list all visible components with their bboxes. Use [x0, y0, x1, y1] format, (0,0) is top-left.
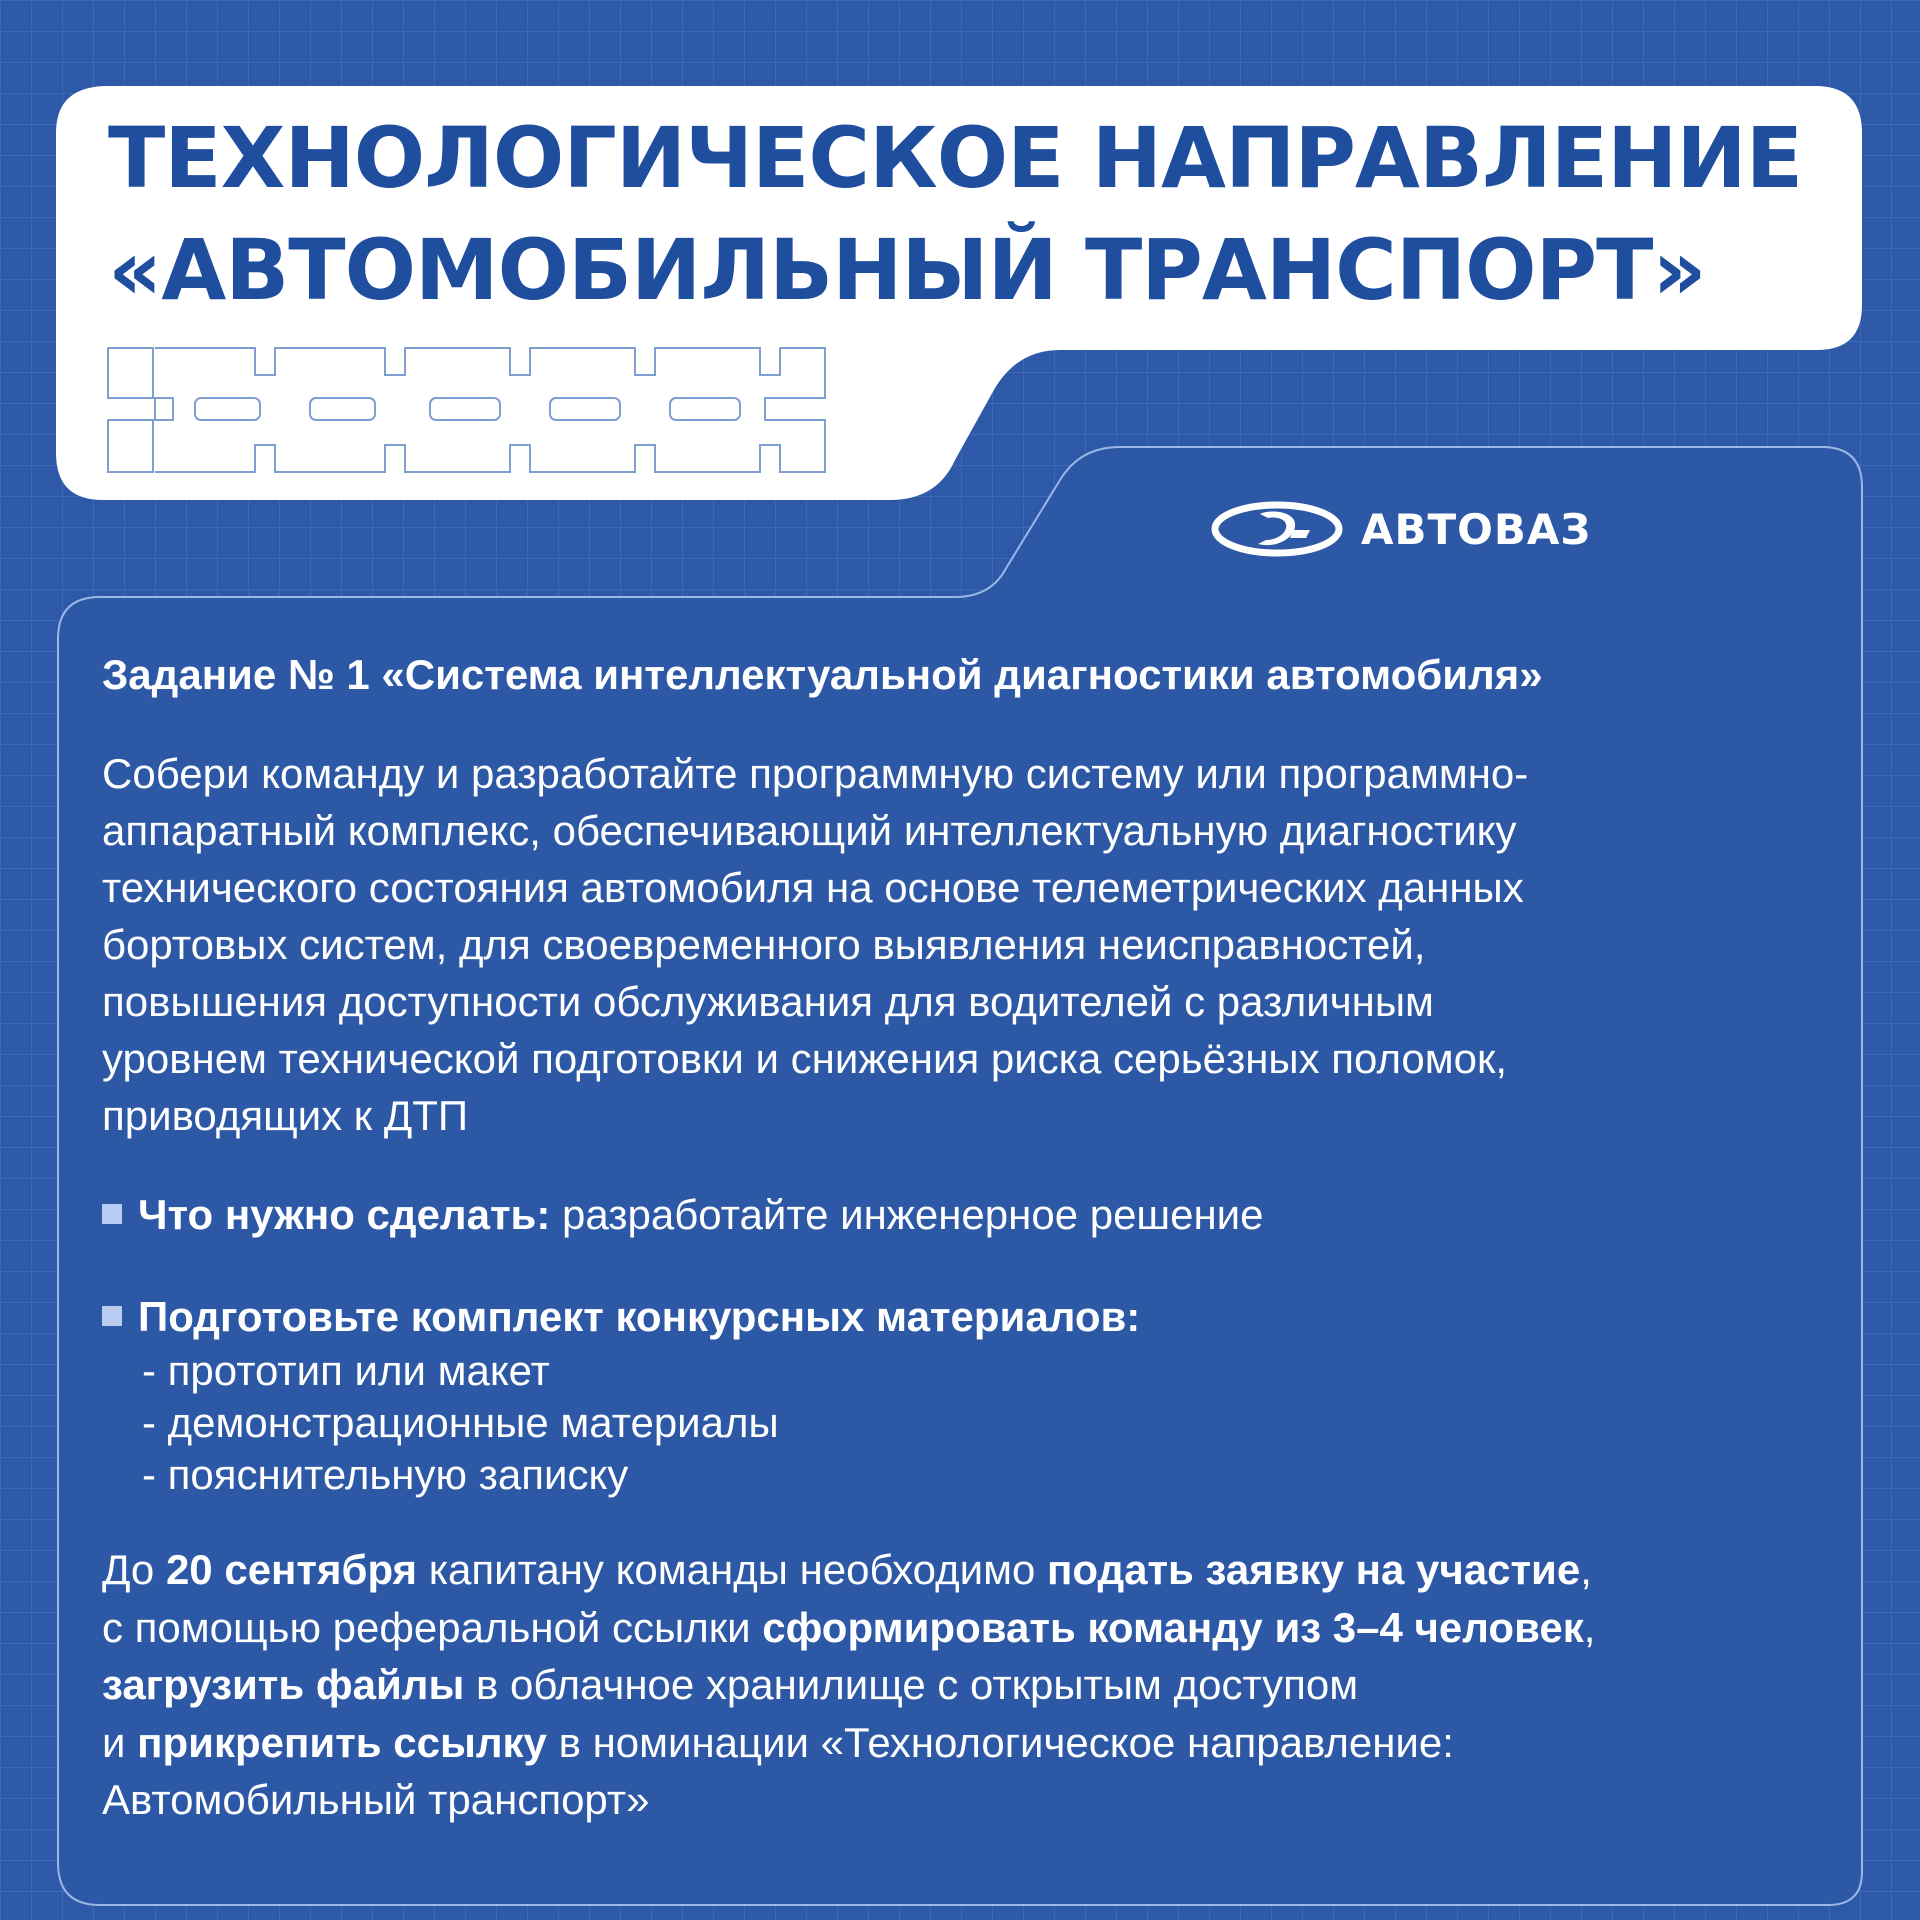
- todo-value: разработайте инженерное решение: [550, 1191, 1264, 1238]
- submission-instructions: [102, 1541, 1862, 1829]
- page-title-line-1: ТЕХНОЛОГИЧЕСКОЕ НАПРАВЛЕНИЕ: [108, 109, 1803, 207]
- lada-boat-logo-icon: [1210, 500, 1345, 558]
- instruction-line: с помощью реферальной ссылки сформировать команду из 3–4 человек,: [102, 1603, 1596, 1651]
- materials-item: - демонстрационные материалы: [142, 1399, 779, 1446]
- description-line: бортовых систем, для своевременного выявления неисправностей,: [102, 921, 1426, 968]
- description-line: уровнем технической подготовки и снижения риска серьёзных поломок,: [102, 1035, 1508, 1082]
- instruction-line: Автомобильный транспорт»: [102, 1776, 650, 1823]
- bullet-square-icon: [102, 1306, 122, 1326]
- materials-item: - прототип или макет: [142, 1347, 550, 1394]
- materials-bullet: [102, 1288, 1862, 1345]
- materials-item: - пояснительную записку: [142, 1451, 629, 1498]
- materials-label: Подготовьте комплект конкурсных материалов:: [138, 1293, 1141, 1340]
- bullet-square-icon: [102, 1204, 122, 1224]
- task-description: [102, 745, 1862, 1144]
- avtovaz-logo: [1210, 500, 1591, 558]
- instruction-line: загрузить файлы в облачное хранилище с открытым доступом: [102, 1661, 1359, 1708]
- page-title-line-2: «АВТОМОБИЛЬНЫЙ ТРАНСПОРТ»: [108, 221, 1706, 319]
- instruction-line: и прикрепить ссылку в номинации «Технологическое направление:: [102, 1718, 1454, 1766]
- task-title: Задание № 1 «Система интеллектуальной диагностики автомобиля»: [102, 651, 1543, 698]
- todo-text: [138, 1186, 1264, 1243]
- description-line: приводящих к ДТП: [102, 1092, 469, 1139]
- description-line: Собери команду и разработайте программную систему или программно-: [102, 750, 1529, 797]
- description-line: повышения доступности обслуживания для водителей с различным: [102, 978, 1434, 1025]
- description-line: технического состояния автомобиля на основе телеметрических данных: [102, 864, 1524, 911]
- description-line: аппаратный комплекс, обеспечивающий интеллектуальную диагностику: [102, 807, 1517, 854]
- todo-label: Что нужно сделать:: [138, 1191, 551, 1238]
- instruction-line: До 20 сентября капитану команды необходимо подать заявку на участие,: [102, 1546, 1592, 1593]
- logo-text: АВТОВАЗ: [1361, 504, 1592, 554]
- todo-bullet: [102, 1186, 1862, 1243]
- task-content: [102, 645, 1862, 1829]
